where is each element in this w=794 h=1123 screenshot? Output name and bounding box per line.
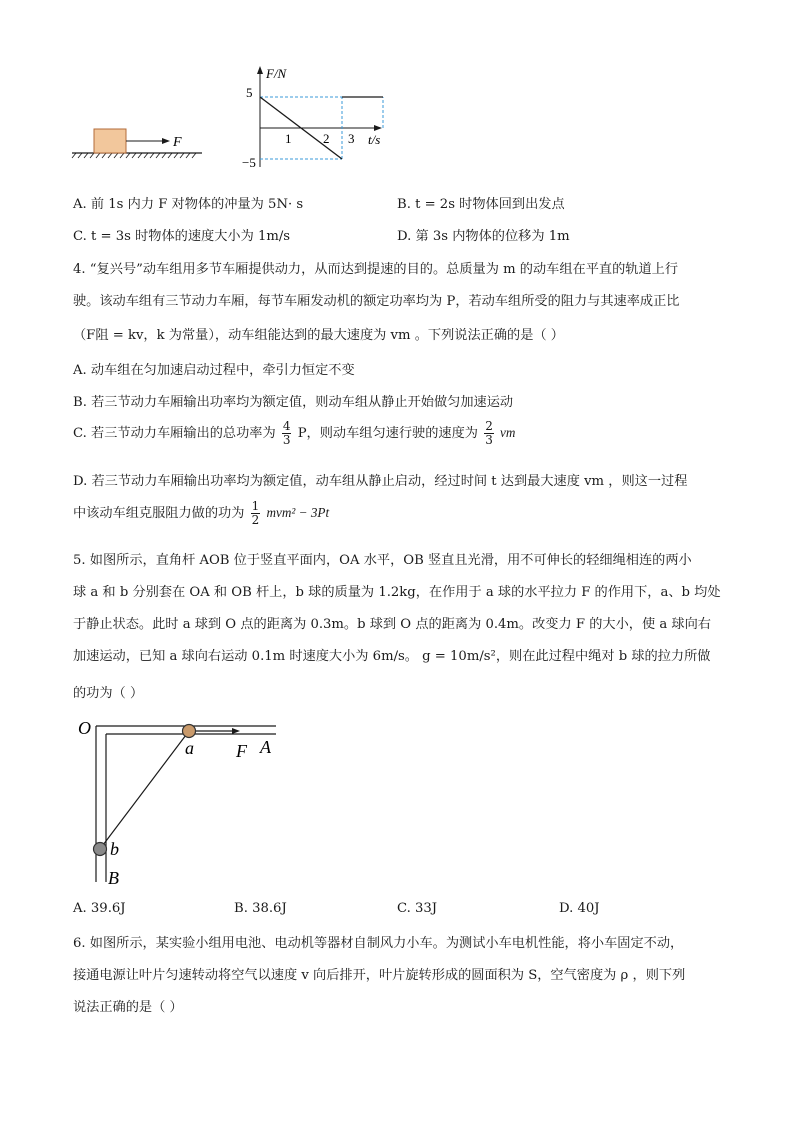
q3-option-b[interactable]: B. t = 2s 时物体回到出发点 — [397, 197, 565, 212]
q4-option-c-pre: C. 若三节动力车厢输出的总功率为 — [73, 426, 276, 441]
q5-stem-line1: 5. 如图所示，直角杆 AOB 位于竖直平面内，OA 水平，OB 竖直且光滑，用不可伸长的轻细绳相连的两小 — [73, 553, 692, 568]
q4-option-d-pre: 中该动车组克服阻力做的功为 — [73, 506, 245, 521]
label-a-end: A — [260, 737, 271, 757]
q3-option-a[interactable]: A. 前 1s 内力 F 对物体的冲量为 5N· s — [73, 197, 304, 212]
q4-option-d-line1[interactable]: D. 若三节动力车厢输出功率均为额定值，动车组从静止启动，经过时间 t 达到最大速度 vm ，则这一过程 — [73, 474, 688, 489]
tick-y-5: 5 — [246, 85, 253, 100]
ball-b — [94, 843, 107, 856]
q6-stem-line1: 6. 如图所示，某实验小组用电池、电动机等器材自制风力小车。为测试小车电机性能，将小车固定不动， — [73, 936, 684, 951]
label-force-f: F — [236, 741, 247, 761]
fraction-4-3: $\frac{4}{3}$ — [282, 419, 291, 447]
q5-option-b[interactable]: B. 38.6J — [234, 901, 287, 916]
q4-option-c[interactable] — [73, 420, 515, 447]
force-time-graph — [240, 62, 400, 177]
tick-x-2: 2 — [323, 131, 330, 146]
label-o: O — [78, 718, 91, 738]
q4-option-d-post: mvm² − 3Pt — [266, 505, 330, 520]
q5-stem-line4: 加速运动，已知 a 球向右运动 0.1m 时速度大小为 6m/s。 g = 10m/s²，则在此过程中绳对 b 球的拉力所做 — [73, 649, 711, 664]
q5-stem-line5: 的功为（ ） — [73, 686, 144, 701]
force-arrow-head — [162, 138, 170, 144]
q3-option-d[interactable]: D. 第 3s 内物体的位移为 1m — [397, 229, 570, 244]
ground-hatch — [72, 153, 196, 158]
q4-option-b[interactable]: B. 若三节动力车厢输出功率均为额定值，则动车组从静止开始做匀加速运动 — [73, 395, 514, 410]
fraction-2-3: $\frac{2}{3}$ — [485, 419, 493, 447]
q4-option-c-post: vm — [500, 425, 516, 440]
x-axis-label: t/s — [368, 132, 381, 147]
q5-option-a[interactable]: A. 39.6J — [73, 901, 126, 916]
block-force-figure — [70, 120, 210, 162]
right-angle-rod-figure — [72, 712, 287, 890]
label-b-end: B — [108, 868, 119, 888]
tick-x-3: 3 — [348, 131, 355, 146]
q3-option-c[interactable]: C. t = 3s 时物体的速度大小为 1m/s — [73, 229, 291, 244]
fraction-1-2: $\frac{1}{2}$ — [251, 499, 260, 527]
block — [94, 129, 126, 153]
q6-stem-line3: 说法正确的是（ ） — [73, 1000, 183, 1015]
x-axis-arrow — [374, 125, 382, 131]
q4-option-d-line2[interactable] — [73, 500, 329, 527]
q4-stem-line3: （F阻 = kv，k 为常量），动车组能达到的最大速度为 vm 。下列说法正确的是（ ） — [73, 328, 564, 343]
q5-stem-line2: 球 a 和 b 分别套在 OA 和 OB 杆上，b 球的质量为 1.2kg，在作用于 a 球的水平拉力 F 的作用下，a、b 均处 — [73, 585, 721, 600]
q4-stem-line2: 驶。该动车组有三节动力车厢，每节车厢发动机的额定功率均为 P，若动车组所受的阻力与其速率成正比 — [73, 294, 680, 309]
label-ball-b: b — [110, 839, 119, 859]
q5-option-c[interactable]: C. 33J — [397, 901, 438, 916]
rope — [100, 731, 189, 849]
q6-stem-line2: 接通电源让叶片匀速转动将空气以速度 v 向后排开，叶片旋转形成的圆面积为 S，空气密度为 ρ ，则下列 — [73, 968, 686, 983]
ball-a — [183, 725, 196, 738]
q5-option-d[interactable]: D. 40J — [559, 901, 600, 916]
tick-y-minus5: −5 — [242, 155, 256, 170]
y-axis-label: F/N — [266, 66, 287, 81]
q4-option-c-mid: P，则动车组匀速行驶的速度为 — [297, 426, 478, 441]
tick-x-1: 1 — [285, 131, 292, 146]
force-f-arrow-head — [232, 728, 240, 734]
q4-stem-line1: 4. “复兴号”动车组用多节车厢提供动力，从而达到提速的目的。总质量为 m 的动车组在平直的轨道上行 — [73, 262, 679, 277]
label-ball-a: a — [185, 738, 194, 758]
q5-stem-line3: 于静止状态。此时 a 球到 O 点的距离为 0.3m。b 球到 O 点的距离为 0.4m。改变力 F 的大小，使 a 球向右 — [73, 617, 711, 632]
q4-option-a[interactable]: A. 动车组在匀加速启动过程中，牵引力恒定不变 — [73, 363, 355, 378]
y-axis-arrow — [257, 66, 263, 74]
force-label: F — [173, 135, 182, 150]
